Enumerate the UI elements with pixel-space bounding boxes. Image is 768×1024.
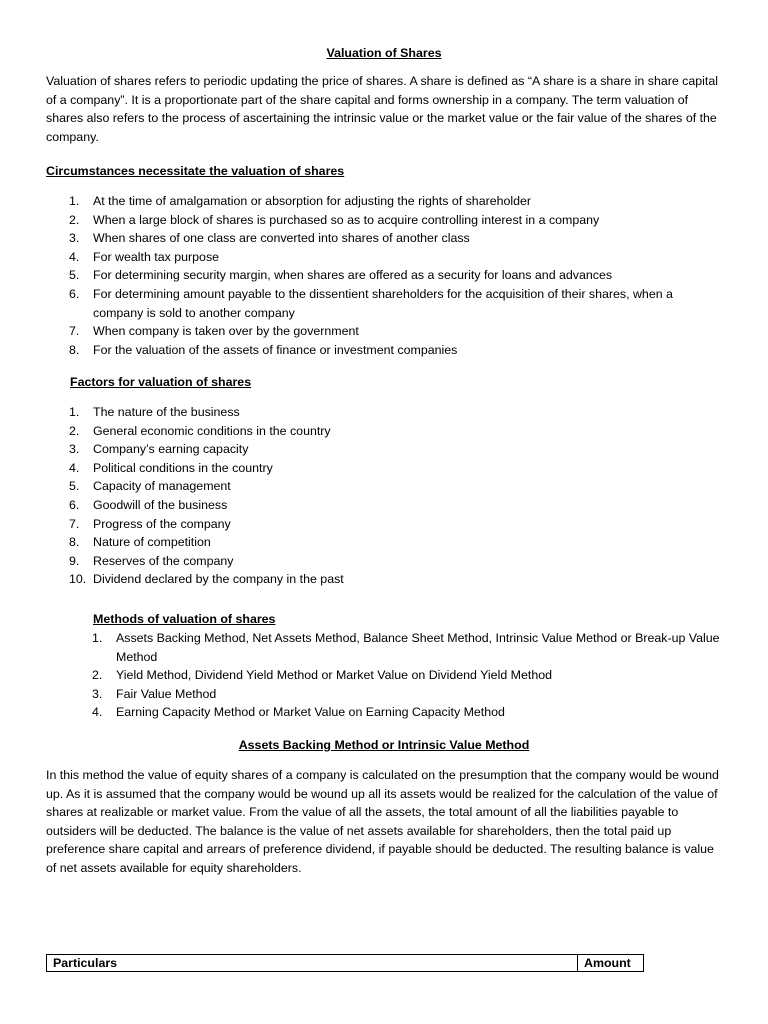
- list-item: 3. When shares of one class are converted into shares of another class: [69, 231, 470, 246]
- list-item: 10. Dividend declared by the company in the past: [69, 572, 344, 587]
- list-item: 8. For the valuation of the assets of finance or investment companies: [69, 342, 458, 357]
- particulars-header: Particulars: [47, 955, 578, 972]
- circumstances-list: [69, 192, 725, 359]
- table-row: [47, 955, 644, 972]
- list-item: 5. For determining security margin, when shares are offered as a security for loans and advances: [69, 268, 613, 283]
- methods-heading: Methods of valuation of shares: [93, 612, 276, 626]
- list-item: 6. For determining amount payable to the dissentient shareholders for the acquisition of their shares, when a company is sold to another company: [69, 286, 673, 320]
- list-item: 2. Yield Method, Dividend Yield Method or Market Value on Dividend Yield Method: [92, 668, 552, 683]
- page-title: Valuation of Shares: [326, 46, 442, 60]
- list-item: 5. Capacity of management: [69, 479, 231, 494]
- factors-heading: Factors for valuation of shares: [70, 375, 252, 389]
- list-item: 1. The nature of the business: [69, 405, 240, 419]
- list-item: 2. General economic conditions in the country: [69, 423, 331, 438]
- assets-backing-heading: Assets Backing Method or Intrinsic Value Method: [238, 738, 530, 752]
- list-item: 1. Assets Backing Method, Net Assets Method, Balance Sheet Method, Intrinsic Value Method or Break-up Value Method: [92, 631, 720, 664]
- list-item: 1. At the time of amalgamation or absorption for adjusting the rights of shareholder: [69, 194, 532, 208]
- list-item: 3. Company’s earning capacity: [69, 442, 249, 457]
- circumstances-heading: Circumstances necessitate the valuation of shares: [46, 164, 345, 178]
- list-item: 8. Nature of competition: [69, 535, 211, 550]
- list-item: 4. For wealth tax purpose: [69, 249, 220, 264]
- list-item: 4. Earning Capacity Method or Market Value on Earning Capacity Method: [92, 705, 505, 720]
- list-item: 9. Reserves of the company: [69, 553, 234, 568]
- particulars-table: [46, 954, 644, 972]
- list-item: 7. Progress of the company: [69, 516, 231, 531]
- list-item: 2. When a large block of shares is purchased so as to acquire controlling interest in a company: [69, 212, 600, 227]
- assets-backing-paragraph: In this method the value of equity shares of a company is calculated on the presumption that the company would be wound up. As it is assumed that the company would be wound up all its assets would be realized for the calculation of the value of shares at realizable or market value. From the value of all the assets, the total amount of all the liabilities payable to outsiders will be deducted. The balance is the value of net assets available for shareholders, then the total paid up preference share capital and arrears of preference dividend, if payable should be deducted. The resulting balance is value of net assets available for equity shareholders.: [46, 768, 719, 875]
- list-item: 4. Political conditions in the country: [69, 460, 273, 475]
- list-item: 7. When company is taken over by the government: [69, 324, 359, 339]
- methods-list: [92, 629, 724, 722]
- amount-header: Amount: [578, 955, 644, 972]
- intro-paragraph: Valuation of shares refers to periodic updating the price of shares. A share is defined as “A share is a share in share capital of a company”. It is a proportionate part of the share capital and forms ownership in a company. The term valuation of shares also refers to the process of ascertaining the intrinsic value or the market value or the fair value of the shares of the company.: [46, 74, 719, 144]
- list-item: 6. Goodwill of the business: [69, 497, 228, 512]
- factors-list: [69, 403, 725, 589]
- list-item: 3. Fair Value Method: [92, 686, 217, 701]
